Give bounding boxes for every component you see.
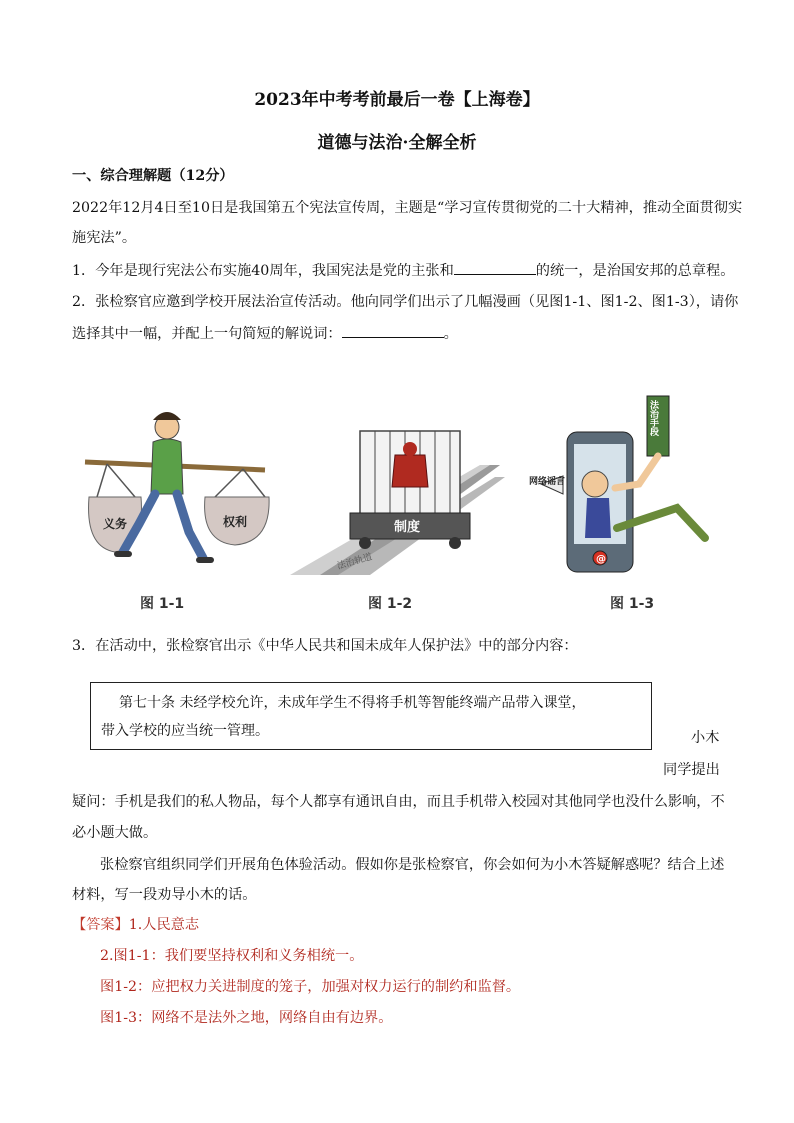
rule-of-law-track-label: 法治轨道 [336,552,374,572]
side-text-1: 小木 [691,730,720,746]
question-3-para-1-line-2: 必小题大做。 [72,825,158,841]
porter-body [151,439,183,494]
answer-2-line-2: 图1-2：应把权力关进制度的笼子，加强对权力运行的制约和监督。 [100,979,521,995]
question-3-para-2-line-1: 张检察官组织同学们开展角色体验活动。假如你是张检察官，你会如何为小木答疑解惑呢？结合上述 [100,857,725,873]
figure-1-3-illustration [527,388,727,583]
question-3-intro: 3．在活动中，张检察官出示《中华人民共和国未成年人保护法》中的部分内容： [72,638,578,654]
internet-rumor-label: 网络谣言 [529,477,566,487]
institution-label: 制度 [394,520,421,535]
answer-blank-1[interactable] [454,260,536,275]
figure-1-1-caption: 图 1-1 [140,596,185,612]
side-text-2: 同学提出 [663,762,720,778]
section-heading: 一、综合理解题（12分） [72,168,234,184]
figure-1-2-illustration [290,425,510,580]
question-2-prompt: 选择其中一幅，并配上一句简短的解说词： [72,326,342,342]
question-1-after: 的统一，是治国安邦的总章程。 [535,263,735,279]
question-1 [72,260,734,281]
power-figure [392,455,428,487]
rumor-man-head [582,471,608,497]
law-quote-box [90,682,652,750]
answer-line-1 [72,915,199,935]
answer-1: 1.人民意志 [128,917,200,933]
figure-1-2-caption: 图 1-2 [368,596,413,612]
figure-1-1-illustration [75,402,275,582]
rule-of-law-means-label: 法治手段 [648,400,658,436]
duty-label: 义务 [103,517,128,531]
law-quote-line-1: 第七十条 未经学校允许，未成年学生不得将手机等智能终端产品带入课堂， [119,695,586,711]
question-2-line-2 [72,323,458,344]
page-title: 2023年中考考前最后一卷【上海卷】 [254,90,540,110]
question-2-end: 。 [443,326,458,342]
law-quote-line-2: 带入学校的应当统一管理。 [101,723,269,739]
answer-blank-2[interactable] [342,323,444,338]
figure-1-3-caption: 图 1-3 [610,596,655,612]
answer-2-line-1: 2.图1-1：我们要坚持权利和义务相统一。 [100,948,364,964]
question-1-before: 1．今年是现行宪法公布实施40周年，我国宪法是党的主张和 [72,263,454,279]
question-3-para-2-line-2: 材料，写一段劝导小木的话。 [72,887,257,903]
intro-line-2: 施宪法”。 [72,230,137,246]
answer-label: 【答案】 [72,917,129,933]
answer-2-line-3: 图1-3：网络不是法外之地，网络自由有边界。 [100,1010,393,1026]
intro-line-1: 2022年12月4日至10日是我国第五个宪法宣传周，主题是“学习宣传贯彻党的二十大精神，推动全面贯彻实 [72,200,743,216]
question-2-line-1: 2．张检察官应邀到学校开展法治宣传活动。他向同学们出示了几幅漫画（见图1-1、图1-2、图1-3），请你 [72,294,739,310]
phone-at-symbol: @ [596,554,606,565]
question-3-para-1-line-1: 疑问：手机是我们的私人物品，每个人都享有通讯自由，而且手机带入校园对其他同学也没什么影响，不 [72,794,725,810]
rights-label: 权利 [223,515,248,529]
page-subtitle: 道德与法治·全解全析 [317,133,477,153]
